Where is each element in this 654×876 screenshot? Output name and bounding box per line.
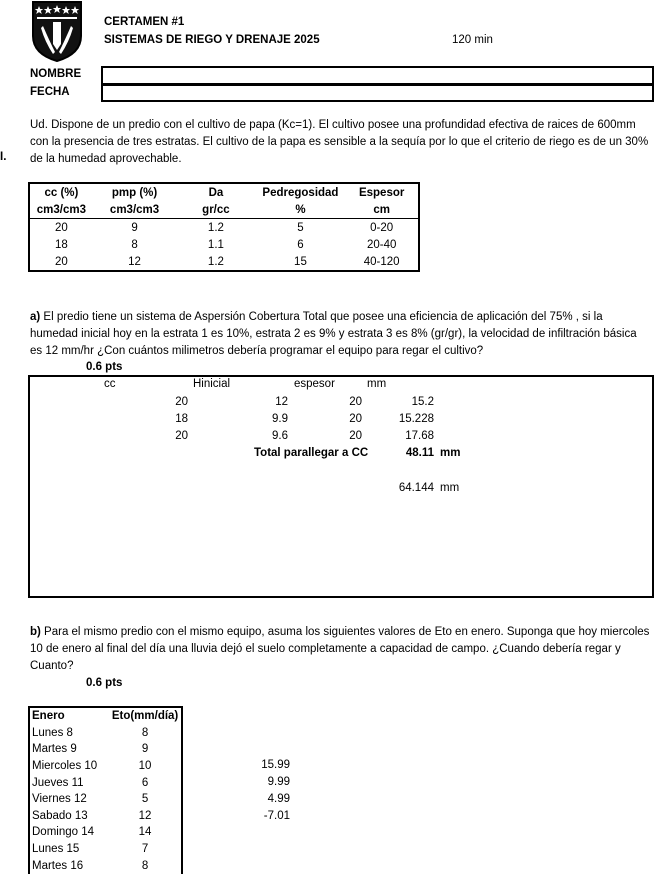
eto-header-row: [29, 707, 182, 725]
question-b: [30, 624, 650, 675]
table-row: [29, 758, 182, 775]
eto-day: Domingo 14: [32, 826, 95, 839]
exam-title: CERTAMEN #1: [104, 16, 185, 28]
table-cell: 6: [297, 238, 304, 251]
table-cell: 8: [131, 238, 138, 251]
table-row: [29, 236, 419, 253]
table-cell: 40-120: [363, 255, 400, 268]
duration-label: 120 min: [452, 34, 493, 46]
soil-unit-espesor: cm: [373, 203, 390, 216]
table-cell: 5: [256, 219, 346, 237]
table-row: [29, 725, 182, 742]
eto-header-month: Enero: [32, 710, 65, 723]
eto-day: Martes 9: [32, 743, 77, 756]
table-cell: 15: [294, 255, 307, 268]
eto-value: 7: [141, 843, 149, 856]
answer-cell: 9.9: [272, 413, 288, 425]
table-row: [29, 824, 182, 841]
table-cell: 1.2: [176, 219, 255, 237]
answer-cell: 17.68: [405, 430, 434, 442]
name-label: NOMBRE: [30, 68, 82, 80]
table-cell: 12: [128, 255, 141, 268]
eto-value: 8: [141, 859, 149, 872]
table-cell: 9: [93, 219, 177, 237]
soil-header-cc: cc (%): [44, 186, 79, 199]
eto-table: [28, 706, 183, 874]
eto-day: Sabado 13: [32, 809, 88, 822]
table-row: [29, 774, 182, 791]
eto-day: Viernes 12: [32, 793, 87, 806]
answer-cell: 12: [275, 396, 288, 408]
soil-unit-cc: cm3/cm3: [36, 203, 87, 216]
table-cell: 1.2: [207, 255, 224, 268]
table-row: [29, 857, 182, 874]
table-row: [29, 841, 182, 858]
intro-paragraph: Ud. Dispone de un predio con el cultivo de papa (Kc=1). El cultivo posee una profundidad efectiva de raices de 600mm con la presencia de tres estratas. El cultivo de la papa es sensible a la sequía por lo que el criterio de riego es de un 30% de la humedad aprovechable.: [30, 119, 649, 165]
name-input[interactable]: [101, 66, 654, 85]
soil-unit-da: gr/cc: [202, 203, 230, 216]
table-row: [29, 808, 182, 825]
eto-value: 10: [138, 760, 152, 773]
table-cell: 1.1: [207, 238, 224, 251]
eto-day: Lunes 8: [32, 726, 73, 739]
answer-header-espesor: espesor: [294, 378, 335, 390]
answer-cell: 20: [175, 430, 188, 442]
answer-header-mm: mm: [367, 378, 387, 390]
soil-unit-pedregosidad: %: [295, 203, 306, 216]
answer-cell: 15.2: [411, 396, 434, 408]
answer-a-box[interactable]: [28, 375, 654, 598]
soil-header-pmp: pmp (%): [111, 186, 158, 199]
eto-value: 6: [141, 776, 149, 789]
soil-header-da: Da: [208, 186, 224, 199]
answer-cell: 9.6: [272, 430, 288, 442]
balance-value: 4.99: [267, 793, 290, 805]
question-a-label: a): [30, 311, 41, 323]
soil-table: [28, 182, 420, 272]
answer-cell: 20: [175, 396, 188, 408]
section-marker: I.: [0, 151, 7, 163]
question-b-points: 0.6 pts: [86, 677, 123, 689]
question-b-text: Para el mismo predio con el mismo equipo, asuma los siguientes valores de Eto en enero. Suponga que hoy miercoles 10 de enero al final del día una lluvia dejó el suelo completamente a capacidad de campo. ¿Cuando debería regar y Cuanto?: [30, 626, 650, 672]
date-label: FECHA: [30, 86, 70, 98]
table-cell: 18: [55, 238, 68, 251]
table-row: [29, 253, 419, 271]
table-cell: 20: [29, 219, 93, 237]
question-b-label: b): [30, 626, 41, 638]
answer-cell: 20: [349, 430, 362, 442]
answer-cell: 15.228: [398, 413, 434, 425]
question-a: [30, 309, 650, 360]
eto-day: Martes 16: [32, 859, 84, 872]
question-a-points: 0.6 pts: [86, 361, 123, 373]
balance-value: 15.99: [261, 759, 290, 771]
gross-unit: mm: [440, 482, 460, 494]
table-cell: 20-40: [366, 238, 397, 251]
eto-day: Lunes 15: [32, 843, 80, 856]
total-unit: mm: [440, 447, 461, 459]
table-row: [29, 741, 182, 758]
eto-day: Jueves 11: [32, 776, 84, 789]
eto-header-eto: Eto(mm/día): [111, 710, 179, 723]
eto-day: Miercoles 10: [32, 760, 98, 773]
question-a-text: El predio tiene un sistema de Aspersión Cobertura Total que posee una eficiencia de aplicación del 75% , si la humedad inicial hoy en la estrata 1 es 10%, estrata 2 es 9% y estrata 3 es 8% (gr/gr), la velocidad de infiltración básica es 12 mm/hr ¿Con cuántos milimetros debería programar el equipo para regar el cultivo?: [30, 311, 637, 357]
answer-header-hinicial: Hinicial: [193, 378, 231, 390]
eto-value: 8: [141, 726, 149, 739]
eto-value: 9: [141, 743, 149, 756]
date-input[interactable]: [101, 84, 654, 102]
table-row: [29, 791, 182, 808]
eto-value: 14: [138, 826, 152, 839]
balance-value: -7.01: [263, 810, 290, 822]
table-cell: 20: [55, 255, 68, 268]
table-cell: 0-20: [345, 219, 419, 237]
eto-value: 5: [141, 793, 149, 806]
soil-header-espesor: Espesor: [358, 186, 405, 199]
answer-cell: 20: [349, 413, 362, 425]
answer-cell: 20: [349, 396, 362, 408]
answer-cell: 18: [175, 413, 188, 425]
soil-header-pedregosidad: Pedregosidad: [262, 186, 339, 199]
table-row: [29, 219, 419, 237]
balance-value: 9.99: [267, 776, 290, 788]
eto-value: 12: [138, 809, 152, 822]
answer-header-cc: cc: [104, 378, 116, 390]
university-shield-logo: [31, 0, 83, 62]
course-title: SISTEMAS DE RIEGO Y DRENAJE 2025: [104, 34, 320, 46]
total-label: Total parallegar a CC: [254, 447, 369, 459]
gross-value: 64.144: [398, 482, 434, 494]
total-value: 48.11: [405, 447, 434, 459]
soil-unit-pmp: cm3/cm3: [109, 203, 160, 216]
